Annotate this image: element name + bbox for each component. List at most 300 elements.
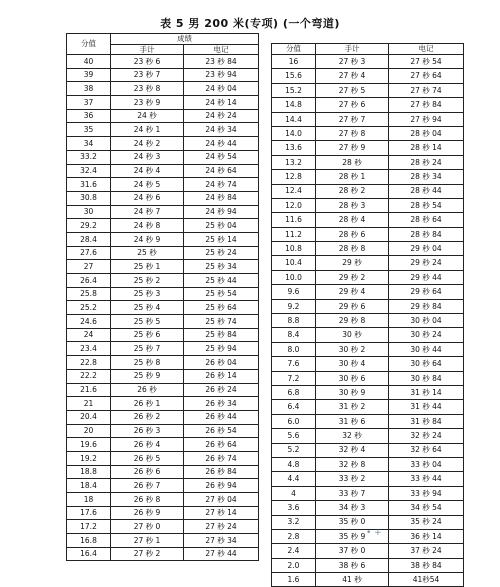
cell-score: 18.8 [67,465,111,479]
table-row [67,520,259,534]
cell-score: 16 [272,55,316,69]
cell-electronic: 24 秒 34 [184,123,259,137]
cell-hand-timed: 33 秒 7 [316,486,389,500]
cell-electronic: 24 秒 14 [184,96,259,110]
cell-hand-timed: 28 秒 6 [316,227,389,241]
cell-electronic: 31 秒 44 [389,400,464,414]
table-row [272,357,464,371]
cell-hand-timed: 28 秒 8 [316,242,389,256]
cell-hand-timed: 24 秒 8 [111,219,184,233]
cell-score: 20.4 [67,410,111,424]
cell-score: 7.2 [272,371,316,385]
cell-score: 9.6 [272,285,316,299]
cell-hand-timed: 25 秒 [111,246,184,260]
cell-electronic: 29 秒 04 [389,242,464,256]
table-row [272,112,464,126]
cell-electronic: 33 秒 44 [389,472,464,486]
cell-hand-timed: 35 秒 9 [316,529,389,543]
header-score: 分值 [272,44,316,55]
cell-hand-timed: 35 秒 0 [316,515,389,529]
cell-electronic: 37 秒 24 [389,544,464,558]
cell-electronic: 26 秒 24 [184,383,259,397]
cell-score: 17.2 [67,520,111,534]
cell-electronic: 32 秒 24 [389,429,464,443]
cell-score: 26.4 [67,274,111,288]
table-row [272,256,464,270]
table-row [272,184,464,198]
cell-score: 15.2 [272,83,316,97]
cell-score: 6.8 [272,385,316,399]
cell-electronic: 26 秒 54 [184,424,259,438]
cell-score: 34 [67,137,111,151]
cell-score: 13.2 [272,155,316,169]
cell-hand-timed: 24 秒 6 [111,191,184,205]
table-row [67,383,259,397]
cell-hand-timed: 24 秒 3 [111,150,184,164]
table-row [67,438,259,452]
cell-score: 10.0 [272,270,316,284]
cell-electronic: 27 秒 34 [184,534,259,548]
cell-score: 14.4 [272,112,316,126]
cell-hand-timed: 27 秒 8 [316,126,389,140]
header-result: 成绩 [111,34,259,45]
cell-hand-timed: 26 秒 6 [111,465,184,479]
cell-hand-timed: 28 秒 3 [316,198,389,212]
cell-hand-timed: 25 秒 5 [111,315,184,329]
table-row [67,287,259,301]
cell-hand-timed: 25 秒 3 [111,287,184,301]
cell-electronic: 27 秒 04 [184,493,259,507]
cell-hand-timed: 32 秒 8 [316,457,389,471]
table-row [272,342,464,356]
cell-score: 11.6 [272,213,316,227]
table-row [67,68,259,82]
table-row [272,242,464,256]
table-row [67,479,259,493]
cell-electronic: 25 秒 34 [184,260,259,274]
table-row [67,109,259,123]
table-row [272,501,464,515]
cell-electronic: 25 秒 64 [184,301,259,315]
cell-hand-timed: 26 秒 [111,383,184,397]
cell-score: 11.2 [272,227,316,241]
cell-score: 16.8 [67,534,111,548]
cell-score: 18.4 [67,479,111,493]
cell-electronic: 27 秒 44 [184,547,259,561]
table-title: 表 5 男 200 米(专项) (一个弯道) [160,17,340,30]
cell-score: 23.4 [67,342,111,356]
cell-score: 21.6 [67,383,111,397]
cell-electronic: 28 秒 84 [389,227,464,241]
cell-hand-timed: 27 秒 7 [316,112,389,126]
cell-electronic: 26 秒 04 [184,356,259,370]
table-row [272,299,464,313]
cell-electronic: 28 秒 54 [389,198,464,212]
cell-hand-timed: 34 秒 3 [316,501,389,515]
cell-score: 38 [67,82,111,96]
cell-electronic: 27 秒 64 [389,69,464,83]
header-electronic: 电记 [184,45,259,55]
table-row [67,328,259,342]
cell-hand-timed: 26 秒 5 [111,451,184,465]
cell-hand-timed: 23 秒 7 [111,68,184,82]
cell-electronic: 30 秒 64 [389,357,464,371]
cell-score: 5.6 [272,429,316,443]
table-row [67,301,259,315]
cell-electronic: 29 秒 24 [389,256,464,270]
cell-score: 12.0 [272,198,316,212]
cell-score: 17.6 [67,506,111,520]
cell-score: 21 [67,397,111,411]
score-table-right [271,43,464,587]
table-row [272,371,464,385]
cell-electronic: 27 秒 14 [184,506,259,520]
table-row [67,96,259,110]
cell-score: 39 [67,68,111,82]
cell-electronic: 25 秒 04 [184,219,259,233]
cell-electronic: 24 秒 64 [184,164,259,178]
cell-hand-timed: 29 秒 [316,256,389,270]
cell-hand-timed: 24 秒 [111,109,184,123]
cell-score: 16.4 [67,547,111,561]
table-row [67,342,259,356]
cell-electronic: 30 秒 24 [389,328,464,342]
cell-hand-timed: 25 秒 1 [111,260,184,274]
cell-hand-timed: 26 秒 4 [111,438,184,452]
table-row [67,123,259,137]
cell-hand-timed: 25 秒 8 [111,356,184,370]
table-row [272,198,464,212]
cell-electronic: 24 秒 44 [184,137,259,151]
table-row [272,55,464,69]
cell-score: 3.2 [272,515,316,529]
cell-score: 6.4 [272,400,316,414]
cell-hand-timed: 27 秒 5 [316,83,389,97]
cell-score: 4 [272,486,316,500]
cell-electronic: 32 秒 64 [389,443,464,457]
table-row [67,356,259,370]
table-row [272,155,464,169]
cell-electronic: 26 秒 64 [184,438,259,452]
cell-electronic: 27 秒 54 [389,55,464,69]
table-row [272,328,464,342]
cell-electronic: 26 秒 74 [184,451,259,465]
cell-hand-timed: 32 秒 4 [316,443,389,457]
header-hand-timed: 手计 [111,45,184,55]
cell-electronic: 28 秒 04 [389,126,464,140]
cell-electronic: 26 秒 94 [184,479,259,493]
cell-hand-timed: 23 秒 9 [111,96,184,110]
cell-score: 6.0 [272,414,316,428]
cell-hand-timed: 30 秒 [316,328,389,342]
cell-hand-timed: 28 秒 4 [316,213,389,227]
cell-hand-timed: 24 秒 1 [111,123,184,137]
cell-score: 19.6 [67,438,111,452]
table-row [272,126,464,140]
cell-score: 7.6 [272,357,316,371]
cell-hand-timed: 30 秒 9 [316,385,389,399]
cell-hand-timed: 30 秒 4 [316,357,389,371]
cell-hand-timed: 24 秒 2 [111,137,184,151]
cell-hand-timed: 27 秒 6 [316,98,389,112]
table-row [272,227,464,241]
cell-score: 36 [67,109,111,123]
table-row [67,246,259,260]
cell-score: 37 [67,96,111,110]
table-row [272,98,464,112]
cell-electronic: 24 秒 84 [184,191,259,205]
table-body-left [67,55,259,561]
cell-electronic: 27 秒 84 [389,98,464,112]
cell-score: 33.2 [67,150,111,164]
cell-hand-timed: 29 秒 6 [316,299,389,313]
cell-electronic: 25 秒 44 [184,274,259,288]
cell-hand-timed: 26 秒 7 [111,479,184,493]
cell-electronic: 27 秒 24 [184,520,259,534]
cell-score: 4.4 [272,472,316,486]
cell-score: 25.2 [67,301,111,315]
cell-electronic: 24 秒 54 [184,150,259,164]
cell-hand-timed: 27 秒 4 [316,69,389,83]
table-row [272,457,464,471]
table-row [67,150,259,164]
table-row [67,534,259,548]
cell-electronic: 28 秒 14 [389,141,464,155]
cell-score: 40 [67,55,111,69]
cell-electronic: 25 秒 54 [184,287,259,301]
cell-electronic: 28 秒 44 [389,184,464,198]
table-row [67,410,259,424]
table-row [272,385,464,399]
cell-hand-timed: 31 秒 2 [316,400,389,414]
cell-electronic: 25 秒 84 [184,328,259,342]
cell-score: 30 [67,205,111,219]
table-row [67,137,259,151]
cell-score: 5.2 [272,443,316,457]
cell-score: 12.8 [272,170,316,184]
table-row [272,141,464,155]
cell-electronic: 29 秒 64 [389,285,464,299]
cell-score: 8.8 [272,314,316,328]
table-row [272,314,464,328]
cell-hand-timed: 28 秒 1 [316,170,389,184]
cell-hand-timed: 26 秒 2 [111,410,184,424]
cell-electronic: 41秒54 [389,573,464,587]
cell-score: 27.6 [67,246,111,260]
cell-score: 13.6 [272,141,316,155]
table-row [67,274,259,288]
cell-electronic: 31 秒 84 [389,414,464,428]
cell-electronic: 26 秒 14 [184,369,259,383]
cell-score: 29.2 [67,219,111,233]
cell-score: 1.6 [272,573,316,587]
cell-hand-timed: 37 秒 0 [316,544,389,558]
cell-hand-timed: 24 秒 7 [111,205,184,219]
cell-electronic: 28 秒 34 [389,170,464,184]
cell-hand-timed: 27 秒 1 [111,534,184,548]
cell-electronic: 25 秒 14 [184,232,259,246]
cell-electronic: 29 秒 84 [389,299,464,313]
table-row [272,429,464,443]
cell-electronic: 28 秒 64 [389,213,464,227]
cell-electronic: 25 秒 24 [184,246,259,260]
cell-electronic: 23 秒 94 [184,68,259,82]
cell-electronic: 24 秒 94 [184,205,259,219]
cell-score: 27 [67,260,111,274]
table-row [272,213,464,227]
cell-score: 10.4 [272,256,316,270]
cell-hand-timed: 26 秒 3 [111,424,184,438]
watermark: • + [366,528,382,538]
cell-score: 25.8 [67,287,111,301]
table-row [272,270,464,284]
cell-score: 14.0 [272,126,316,140]
table-row [272,443,464,457]
cell-score: 28.4 [67,232,111,246]
table-row [272,573,464,587]
table-row [272,170,464,184]
cell-hand-timed: 25 秒 7 [111,342,184,356]
cell-hand-timed: 26 秒 9 [111,506,184,520]
cell-score: 24.6 [67,315,111,329]
cell-score: 15.6 [272,69,316,83]
cell-score: 14.8 [272,98,316,112]
cell-hand-timed: 27 秒 9 [316,141,389,155]
cell-score: 20 [67,424,111,438]
cell-electronic: 30 秒 84 [389,371,464,385]
table-row [67,397,259,411]
cell-electronic: 26 秒 44 [184,410,259,424]
cell-score: 8.4 [272,328,316,342]
table-row [67,205,259,219]
table-row [272,69,464,83]
cell-score: 8.0 [272,342,316,356]
table-row [67,369,259,383]
score-table-left [66,33,259,561]
table-row [272,414,464,428]
cell-electronic: 27 秒 94 [389,112,464,126]
cell-hand-timed: 24 秒 4 [111,164,184,178]
table-row [67,493,259,507]
cell-hand-timed: 25 秒 6 [111,328,184,342]
table-row [67,424,259,438]
table-row [67,232,259,246]
cell-score: 22.8 [67,356,111,370]
table-row [272,400,464,414]
table-row [67,191,259,205]
cell-score: 2.0 [272,558,316,572]
cell-hand-timed: 28 秒 2 [316,184,389,198]
cell-hand-timed: 24 秒 9 [111,232,184,246]
cell-hand-timed: 29 秒 2 [316,270,389,284]
cell-electronic: 36 秒 14 [389,529,464,543]
cell-score: 30.8 [67,191,111,205]
cell-hand-timed: 41 秒 [316,573,389,587]
cell-hand-timed: 24 秒 5 [111,178,184,192]
cell-score: 31.6 [67,178,111,192]
cell-electronic: 24 秒 24 [184,109,259,123]
cell-electronic: 33 秒 04 [389,457,464,471]
cell-hand-timed: 23 秒 8 [111,82,184,96]
table-row [67,315,259,329]
cell-hand-timed: 25 秒 2 [111,274,184,288]
cell-score: 32.4 [67,164,111,178]
header-hand-timed: 手计 [316,44,389,55]
table-row [67,55,259,69]
table-row [67,547,259,561]
cell-hand-timed: 29 秒 4 [316,285,389,299]
cell-electronic: 31 秒 14 [389,385,464,399]
cell-electronic: 26 秒 84 [184,465,259,479]
cell-hand-timed: 33 秒 2 [316,472,389,486]
cell-hand-timed: 32 秒 [316,429,389,443]
cell-hand-timed: 30 秒 6 [316,371,389,385]
cell-hand-timed: 28 秒 [316,155,389,169]
cell-score: 24 [67,328,111,342]
cell-electronic: 29 秒 44 [389,270,464,284]
cell-electronic: 23 秒 84 [184,55,259,69]
table-row [272,285,464,299]
cell-electronic: 33 秒 94 [389,486,464,500]
cell-hand-timed: 38 秒 6 [316,558,389,572]
table-row [67,506,259,520]
table-body-right [272,55,464,587]
cell-hand-timed: 25 秒 4 [111,301,184,315]
cell-electronic: 30 秒 44 [389,342,464,356]
cell-hand-timed: 26 秒 8 [111,493,184,507]
table-row [67,465,259,479]
cell-electronic: 38 秒 84 [389,558,464,572]
table-row [67,164,259,178]
cell-electronic: 24 秒 04 [184,82,259,96]
cell-hand-timed: 27 秒 0 [111,520,184,534]
cell-electronic: 34 秒 54 [389,501,464,515]
cell-hand-timed: 30 秒 2 [316,342,389,356]
cell-hand-timed: 31 秒 6 [316,414,389,428]
cell-electronic: 24 秒 74 [184,178,259,192]
cell-hand-timed: 26 秒 1 [111,397,184,411]
cell-electronic: 25 秒 94 [184,342,259,356]
table-row [67,178,259,192]
cell-electronic: 35 秒 24 [389,515,464,529]
cell-score: 2.4 [272,544,316,558]
table-row [272,83,464,97]
table-row [272,486,464,500]
header-electronic: 电记 [389,44,464,55]
cell-hand-timed: 27 秒 2 [111,547,184,561]
cell-electronic: 28 秒 24 [389,155,464,169]
cell-score: 12.4 [272,184,316,198]
cell-score: 9.2 [272,299,316,313]
table-row [67,451,259,465]
cell-score: 3.6 [272,501,316,515]
cell-score: 18 [67,493,111,507]
cell-score: 2.8 [272,529,316,543]
cell-hand-timed: 27 秒 3 [316,55,389,69]
cell-score: 19.2 [67,451,111,465]
table-row [272,544,464,558]
table-row [67,219,259,233]
cell-score: 22.2 [67,369,111,383]
cell-hand-timed: 25 秒 9 [111,369,184,383]
table-row [67,82,259,96]
table-row [272,472,464,486]
table-row [67,260,259,274]
cell-hand-timed: 29 秒 8 [316,314,389,328]
cell-hand-timed: 23 秒 6 [111,55,184,69]
cell-electronic: 30 秒 04 [389,314,464,328]
header-score: 分值 [67,34,111,55]
